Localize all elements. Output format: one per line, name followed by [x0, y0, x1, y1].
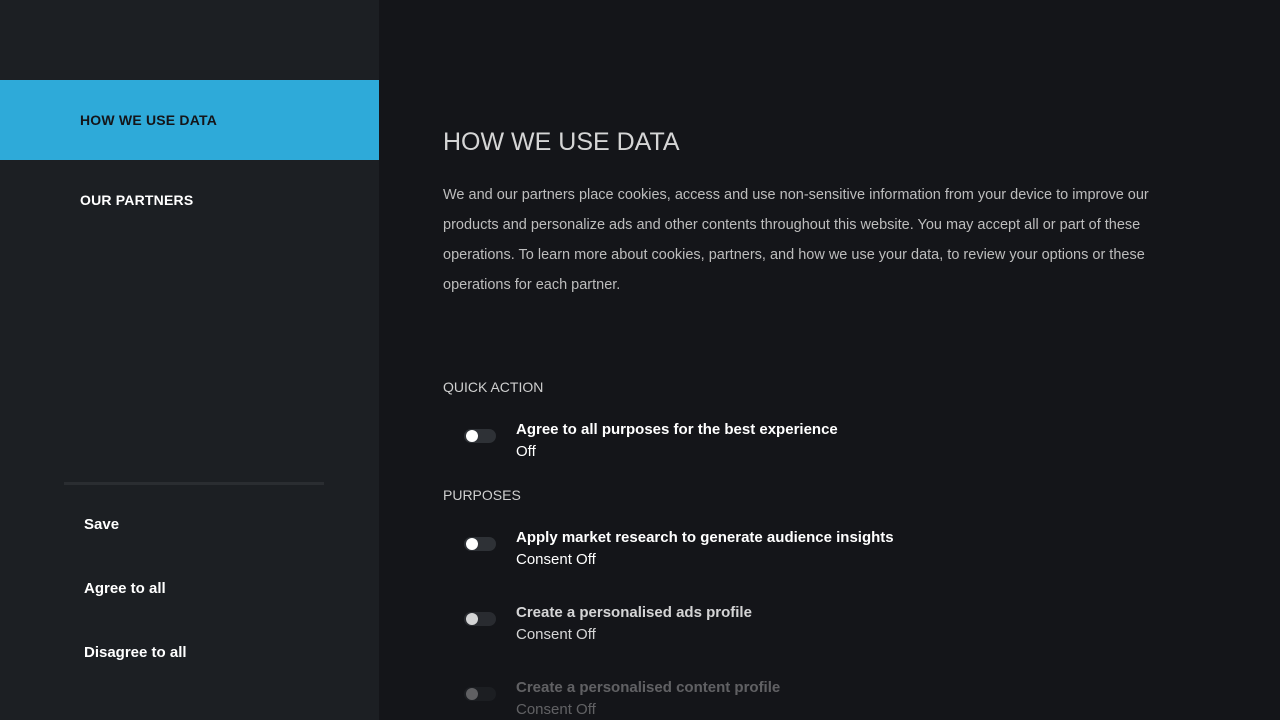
purpose-row[interactable]	[443, 527, 1203, 571]
nav-item-label: OUR PARTNERS	[80, 192, 194, 208]
purpose-toggle[interactable]	[464, 537, 496, 551]
sidebar-divider	[64, 482, 324, 485]
intro-text: We and our partners place cookies, access and use non-sensitive information from your device to improve our products and personalize ads and other contents throughout this website. You may accept all or part of these operations. To learn more about cookies, partners, and how we use your data, to review your options or these operations for each partner.	[443, 187, 1149, 293]
purpose-status: Consent Off	[516, 701, 596, 718]
save-button[interactable]: Save	[84, 516, 120, 533]
toggle-knob	[466, 430, 478, 442]
purpose-toggle[interactable]	[464, 687, 496, 701]
purpose-status: Consent Off	[516, 551, 596, 568]
quick-action-status: Off	[516, 443, 536, 460]
agree-all-purposes-toggle[interactable]	[464, 429, 496, 443]
purpose-row[interactable]	[443, 602, 1203, 646]
main-content	[379, 0, 1280, 720]
purpose-title: Create a personalised content profile	[516, 679, 781, 696]
nav-item-how-we-use-data[interactable]	[0, 80, 379, 160]
page-title: HOW WE USE DATA	[443, 128, 680, 156]
quick-action-row[interactable]	[443, 419, 1203, 463]
toggle-knob	[466, 688, 478, 700]
quick-action-heading: QUICK ACTION	[443, 379, 544, 395]
purposes-heading: PURPOSES	[443, 487, 521, 503]
purpose-toggle[interactable]	[464, 612, 496, 626]
agree-to-all-button[interactable]: Agree to all	[84, 580, 166, 597]
nav-item-label: HOW WE USE DATA	[80, 112, 218, 128]
purpose-title: Apply market research to generate audience insights	[516, 529, 894, 546]
purpose-title: Create a personalised ads profile	[516, 604, 752, 621]
nav-item-our-partners[interactable]	[0, 160, 379, 240]
sidebar	[0, 0, 379, 720]
disagree-to-all-button[interactable]: Disagree to all	[84, 644, 187, 661]
quick-action-title: Agree to all purposes for the best experience	[516, 421, 838, 438]
purpose-status: Consent Off	[516, 626, 596, 643]
toggle-knob	[466, 538, 478, 550]
purpose-row[interactable]	[443, 677, 1203, 720]
toggle-knob	[466, 613, 478, 625]
